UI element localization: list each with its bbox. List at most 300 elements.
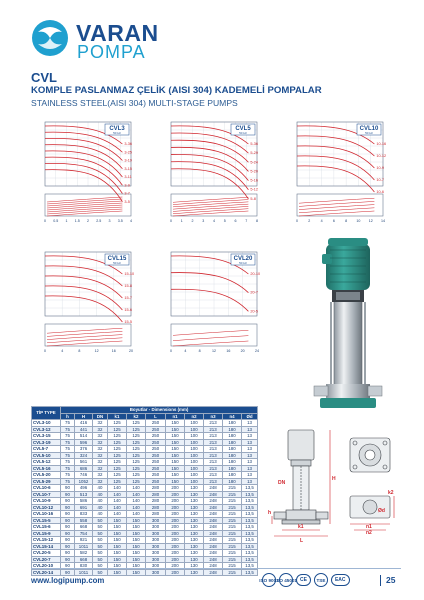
- table-cell: 830: [75, 563, 93, 570]
- table-cell: 200: [166, 569, 185, 576]
- table-cell: 130: [185, 485, 204, 492]
- table-cell: 248: [204, 530, 223, 537]
- table-cell: 100: [185, 459, 204, 466]
- table-cell: 140: [127, 511, 146, 518]
- table-cell: 150: [127, 537, 146, 544]
- table-cell: 200: [166, 524, 185, 531]
- x-tick-label: 2: [308, 219, 311, 223]
- curve-label: 15-6: [124, 308, 133, 312]
- performance-curve: [45, 170, 122, 202]
- series-title: CVL: [31, 70, 57, 85]
- table-cell: 180: [223, 465, 242, 472]
- power-curve: [47, 328, 122, 333]
- table-body: [32, 420, 258, 576]
- table-cell: 213: [204, 472, 223, 479]
- curve-label: 10-7: [376, 178, 385, 182]
- table-cell: 32: [93, 465, 108, 472]
- table-cell: 125: [127, 420, 146, 427]
- curve-label: 20-5: [250, 309, 259, 314]
- table-cell: 180: [223, 433, 242, 440]
- x-tick-label: 4: [320, 219, 323, 223]
- table-cell: 130: [185, 563, 204, 570]
- page-number: 25: [386, 575, 396, 585]
- chart-subtitle: 50 Hz: [113, 131, 121, 135]
- table-cell: 248: [204, 537, 223, 544]
- power-curve: [173, 330, 248, 335]
- table-cell: 125: [108, 446, 127, 453]
- table-cell: 130: [185, 517, 204, 524]
- table-cell: 100: [185, 426, 204, 433]
- table-cell: 248: [204, 498, 223, 505]
- table-cell-type: CVL3-12: [32, 426, 61, 433]
- table-cell: 150: [166, 465, 185, 472]
- power-curve: [173, 202, 248, 207]
- performance-curve: [45, 276, 122, 298]
- website-link[interactable]: www.logipump.com: [31, 576, 105, 585]
- performance-curve: [45, 157, 122, 185]
- chart-title: CVL10: [359, 126, 379, 132]
- table-cell: 250: [146, 465, 166, 472]
- table-cell: 130: [185, 498, 204, 505]
- table-cell: 125: [127, 478, 146, 485]
- table-cell: 250: [146, 446, 166, 453]
- table-cell: 250: [146, 420, 166, 427]
- curve-label: 3-11: [124, 175, 132, 179]
- table-cell: 150: [166, 426, 185, 433]
- table-cell: 180: [223, 452, 242, 459]
- power-curve: [173, 211, 248, 216]
- table-cell: 250: [146, 452, 166, 459]
- x-tick-label: 4: [213, 219, 215, 223]
- table-cell: 100: [185, 478, 204, 485]
- table-cell: 150: [166, 446, 185, 453]
- table-header-cell: Ød: [242, 413, 258, 420]
- table-cell: 100: [185, 472, 204, 479]
- table-cell: 200: [166, 491, 185, 498]
- x-tick-label: 3.5: [117, 219, 123, 223]
- brand-name: VARAN: [76, 20, 159, 46]
- table-cell: 150: [127, 550, 146, 557]
- table-cell-type: CVL5-20: [32, 472, 61, 479]
- x-tick-label: 14: [381, 219, 385, 223]
- table-cell: 140: [127, 498, 146, 505]
- table-cell: 300: [146, 537, 166, 544]
- badge-eac: EAC: [331, 574, 350, 586]
- table-cell: 75: [61, 446, 75, 453]
- table-header-cell: h: [61, 413, 75, 420]
- table-cell: 250: [146, 478, 166, 485]
- dim-label-k2: k2: [388, 490, 394, 496]
- table-cell-type: CVL3-15: [32, 433, 61, 440]
- table-cell: 200: [166, 498, 185, 505]
- table-cell: 140: [127, 491, 146, 498]
- table-cell: 754: [75, 530, 93, 537]
- table-cell: 668: [75, 556, 93, 563]
- table-cell: 586: [75, 498, 93, 505]
- table-cell: 13,5: [242, 537, 258, 544]
- performance-curve: [297, 146, 374, 168]
- table-cell: 130: [185, 524, 204, 531]
- table-cell: 13: [242, 465, 258, 472]
- performance-curve: [171, 169, 248, 199]
- table-cell: 150: [108, 563, 127, 570]
- performance-chart-cvl10: [283, 118, 401, 230]
- table-cell: 100: [185, 420, 204, 427]
- curve-label: 10-16: [376, 142, 387, 146]
- table-cell: 200: [166, 530, 185, 537]
- table-cell: 13,5: [242, 530, 258, 537]
- table-cell: 441: [75, 426, 93, 433]
- table-header-type: TİP TYPE: [32, 407, 61, 420]
- table-cell-type: CVL15-14: [32, 543, 61, 550]
- curve-label: 15-7: [124, 296, 133, 300]
- power-curve: [299, 198, 374, 203]
- dim-label-L: L: [300, 538, 304, 542]
- table-header-cell: L: [146, 413, 166, 420]
- badge-iso9001: ISO 9001: [262, 573, 276, 587]
- performance-curve: [45, 163, 122, 193]
- table-cell: 90: [61, 569, 75, 576]
- table-cell: 13: [242, 478, 258, 485]
- table-cell: 150: [127, 563, 146, 570]
- curve-label: 3-19: [124, 158, 133, 163]
- table-cell-type: CVL5-10: [32, 452, 61, 459]
- curve-label: 5-36: [250, 142, 259, 146]
- x-tick-label: 0: [44, 219, 46, 223]
- x-tick-label: 1: [65, 219, 68, 223]
- table-header-cell: n4: [223, 413, 242, 420]
- table-cell: 13: [242, 452, 258, 459]
- curve-label: 20-10: [250, 272, 261, 276]
- table-cell: 13: [242, 426, 258, 433]
- table-cell: 90: [61, 485, 75, 492]
- x-tick-label: 4: [130, 219, 132, 223]
- table-group-header: Boyutlar - Dimensions (mm): [61, 407, 258, 414]
- table-cell: 248: [204, 556, 223, 563]
- table-cell: 130: [185, 530, 204, 537]
- table-cell: 200: [166, 537, 185, 544]
- table-cell: 215: [223, 530, 242, 537]
- table-cell: 130: [185, 556, 204, 563]
- x-tick-label: 1.5: [74, 219, 80, 223]
- table-cell: 50: [93, 530, 108, 537]
- table-cell: 215: [223, 550, 242, 557]
- table-cell: 300: [146, 550, 166, 557]
- table-cell: 280: [146, 485, 166, 492]
- performance-curve: [171, 147, 248, 171]
- curve-label: 5-29: [250, 151, 259, 156]
- table-cell: 215: [223, 543, 242, 550]
- table-cell: 324: [75, 452, 93, 459]
- table-cell: 513: [75, 491, 93, 498]
- table-cell: 13: [242, 446, 258, 453]
- curve-label: 15-8: [124, 284, 133, 288]
- table-cell: 90: [61, 491, 75, 498]
- table-cell: 215: [223, 485, 242, 492]
- table-cell: 215: [223, 491, 242, 498]
- x-tick-label: 0: [170, 219, 172, 223]
- table-cell: 125: [108, 433, 127, 440]
- x-tick-label: 0: [296, 219, 298, 223]
- table-cell: 150: [127, 569, 146, 576]
- table-cell: 280: [146, 498, 166, 505]
- table-cell: 150: [166, 433, 185, 440]
- table-cell: 150: [108, 524, 127, 531]
- x-tick-label: 8: [78, 349, 81, 353]
- chart-svg: [31, 248, 149, 360]
- x-tick-label: 8: [345, 219, 348, 223]
- chart-subtitle: 50 Hz: [365, 131, 373, 135]
- table-cell: 200: [166, 517, 185, 524]
- curve-label: 5-12: [250, 187, 259, 192]
- table-cell: 32: [93, 420, 108, 427]
- table-cell: 180: [223, 472, 242, 479]
- performance-curve: [297, 156, 374, 180]
- curve-label: 5-24: [250, 160, 259, 165]
- power-curve: [47, 211, 122, 216]
- table-cell: 13,5: [242, 569, 258, 576]
- table-cell: 140: [108, 511, 127, 518]
- table-cell: 150: [127, 556, 146, 563]
- table-cell: 300: [146, 563, 166, 570]
- table-cell: 90: [61, 524, 75, 531]
- power-curve: [173, 209, 248, 214]
- x-tick-label: 8: [198, 349, 201, 353]
- table-cell: 180: [223, 446, 242, 453]
- x-tick-label: 6: [332, 219, 335, 223]
- curve-label: 3-9: [124, 183, 130, 188]
- page-number-separator: [380, 575, 381, 586]
- table-cell: 248: [204, 569, 223, 576]
- table-cell: 32: [93, 426, 108, 433]
- table-cell: 130: [185, 511, 204, 518]
- table-cell: 90: [61, 504, 75, 511]
- table-cell: 75: [61, 420, 75, 427]
- table-header-cell: k2: [127, 413, 146, 420]
- table-cell: 32: [93, 472, 108, 479]
- brand-subname: POMPA: [77, 42, 146, 62]
- x-tick-label: 3: [202, 219, 205, 223]
- power-frame: [171, 324, 257, 346]
- table-header-cell: n3: [204, 413, 223, 420]
- power-curve: [173, 200, 248, 205]
- table-cell: 13: [242, 439, 258, 446]
- curve-label: 5-16: [250, 178, 259, 183]
- table-cell: 90: [61, 530, 75, 537]
- table-cell: 13,5: [242, 504, 258, 511]
- dim-label-n1: n1: [366, 524, 372, 530]
- x-tick-label: 12: [94, 349, 99, 353]
- table-cell: 213: [204, 452, 223, 459]
- table-cell: 150: [108, 517, 127, 524]
- x-tick-label: 8: [256, 219, 258, 223]
- table-cell: 90: [61, 556, 75, 563]
- chart-subtitle: 50 Hz: [113, 261, 121, 265]
- x-tick-label: 5: [223, 219, 226, 223]
- table-cell: 150: [108, 537, 127, 544]
- table-cell: 150: [127, 530, 146, 537]
- certification-badges: [259, 572, 350, 588]
- table-header-cell: n2: [185, 413, 204, 420]
- table-cell: 75: [61, 465, 75, 472]
- table-cell: 125: [127, 426, 146, 433]
- table-cell: 140: [127, 485, 146, 492]
- table-cell: 150: [127, 524, 146, 531]
- curve-label: 20-7: [250, 290, 259, 295]
- dim-label-n2: n2: [366, 530, 372, 536]
- table-cell: 90: [61, 511, 75, 518]
- x-tick-label: 20: [240, 349, 245, 353]
- table-header-cell: k1: [108, 413, 127, 420]
- table-cell: 180: [223, 420, 242, 427]
- x-tick-label: 12: [368, 219, 373, 223]
- table-cell: 90: [61, 543, 75, 550]
- table-cell: 215: [223, 537, 242, 544]
- table-cell: 150: [127, 543, 146, 550]
- x-tick-label: 20: [129, 349, 133, 353]
- table-cell: 248: [204, 504, 223, 511]
- table-cell: 921: [75, 537, 93, 544]
- table-cell: 1011: [75, 543, 93, 550]
- table-cell-type: CVL3-19: [32, 439, 61, 446]
- x-tick-label: 10: [356, 219, 361, 223]
- chart-svg: [31, 118, 149, 230]
- chart-svg: [157, 248, 275, 360]
- table-cell: 1052: [75, 478, 93, 485]
- table-cell-type: CVL15-12: [32, 537, 61, 544]
- table-cell: 150: [108, 530, 127, 537]
- performance-chart-cvl20: [157, 248, 275, 360]
- curve-label: 3-25: [124, 150, 133, 155]
- table-cell: 50: [93, 537, 108, 544]
- table-cell: 150: [108, 543, 127, 550]
- table-cell: 180: [223, 459, 242, 466]
- table-cell: 300: [146, 556, 166, 563]
- table-cell: 130: [185, 504, 204, 511]
- technical-drawing: [268, 424, 398, 542]
- table-cell: 561: [75, 459, 93, 466]
- power-curve: [173, 204, 248, 209]
- table-cell: 13,5: [242, 563, 258, 570]
- table-cell: 280: [146, 491, 166, 498]
- table-cell: 200: [166, 511, 185, 518]
- table-cell-type: CVL15-5: [32, 517, 61, 524]
- table-cell: 50: [93, 569, 108, 576]
- table-cell: 496: [75, 485, 93, 492]
- table-header-cell: n1: [166, 413, 185, 420]
- table-cell-type: CVL20-5: [32, 550, 61, 557]
- power-curve: [173, 336, 248, 341]
- table-cell: 215: [223, 569, 242, 576]
- table-cell: 300: [146, 517, 166, 524]
- table-cell: 582: [75, 550, 93, 557]
- table-cell: 248: [204, 485, 223, 492]
- table-cell: 100: [185, 439, 204, 446]
- table-cell: 200: [166, 504, 185, 511]
- table-header-cell: H: [75, 413, 93, 420]
- table-cell: 125: [108, 426, 127, 433]
- table-cell: 200: [166, 563, 185, 570]
- table-cell: 150: [166, 452, 185, 459]
- table-cell: 180: [223, 439, 242, 446]
- table-cell: 13: [242, 420, 258, 427]
- x-tick-label: 2.5: [96, 219, 102, 223]
- table-cell: 150: [166, 459, 185, 466]
- table-cell: 300: [146, 530, 166, 537]
- table-cell: 13,5: [242, 485, 258, 492]
- table-cell: 150: [166, 439, 185, 446]
- table-cell: 248: [204, 524, 223, 531]
- table-cell: 125: [127, 459, 146, 466]
- table-cell: 140: [127, 504, 146, 511]
- table-cell: 213: [204, 433, 223, 440]
- table-cell: 100: [185, 452, 204, 459]
- chart-title: CVL3: [109, 126, 125, 132]
- table-cell: 125: [108, 465, 127, 472]
- table-cell: 376: [75, 446, 93, 453]
- table-cell: 150: [127, 517, 146, 524]
- table-cell: 1011: [75, 569, 93, 576]
- table-cell: 180: [223, 478, 242, 485]
- curve-label: 3-15: [124, 166, 133, 171]
- table-cell: 13,5: [242, 543, 258, 550]
- chart-title: CVL5: [235, 126, 251, 132]
- table-cell: 125: [127, 446, 146, 453]
- table-cell: 200: [166, 550, 185, 557]
- table-cell: 250: [146, 439, 166, 446]
- table-cell: 150: [108, 569, 127, 576]
- table-cell: 250: [146, 433, 166, 440]
- table-cell: 40: [93, 485, 108, 492]
- table-cell: 130: [185, 491, 204, 498]
- table-cell: 50: [93, 550, 108, 557]
- curve-label: 10-6: [376, 190, 385, 194]
- performance-curve: [45, 286, 122, 310]
- badge-iso45001: ISO 45001: [279, 573, 293, 587]
- table-cell-type: CVL10-12: [32, 504, 61, 511]
- chart-subtitle: 50 Hz: [239, 131, 247, 135]
- brand-logo: [30, 18, 180, 62]
- table-cell: 32: [93, 446, 108, 453]
- dim-label-DN: DN: [278, 480, 286, 486]
- table-cell: 75: [61, 426, 75, 433]
- curve-label: 3-36: [124, 142, 133, 146]
- table-cell: 40: [93, 498, 108, 505]
- table-cell-type: CVL10-9: [32, 498, 61, 505]
- x-tick-label: 1: [180, 219, 183, 223]
- table-cell: 300: [146, 543, 166, 550]
- table-cell: 50: [93, 524, 108, 531]
- table-cell: 250: [146, 472, 166, 479]
- table-cell: 40: [93, 511, 108, 518]
- chart-svg: [283, 118, 401, 230]
- performance-curve: [171, 273, 248, 293]
- table-cell: 140: [108, 504, 127, 511]
- x-tick-label: 4: [61, 349, 64, 353]
- x-tick-label: 6: [234, 219, 237, 223]
- table-cell: 250: [146, 426, 166, 433]
- table-cell: 125: [127, 439, 146, 446]
- table-cell: 13: [242, 472, 258, 479]
- curve-label: 5-8: [250, 196, 256, 201]
- table-cell-type: CVL20-7: [32, 556, 61, 563]
- table-cell: 180: [223, 426, 242, 433]
- table-cell: 125: [108, 472, 127, 479]
- table-cell: 213: [204, 420, 223, 427]
- performance-chart-cvl15: [31, 248, 149, 360]
- table-cell: 125: [108, 420, 127, 427]
- x-tick-label: 16: [226, 349, 231, 353]
